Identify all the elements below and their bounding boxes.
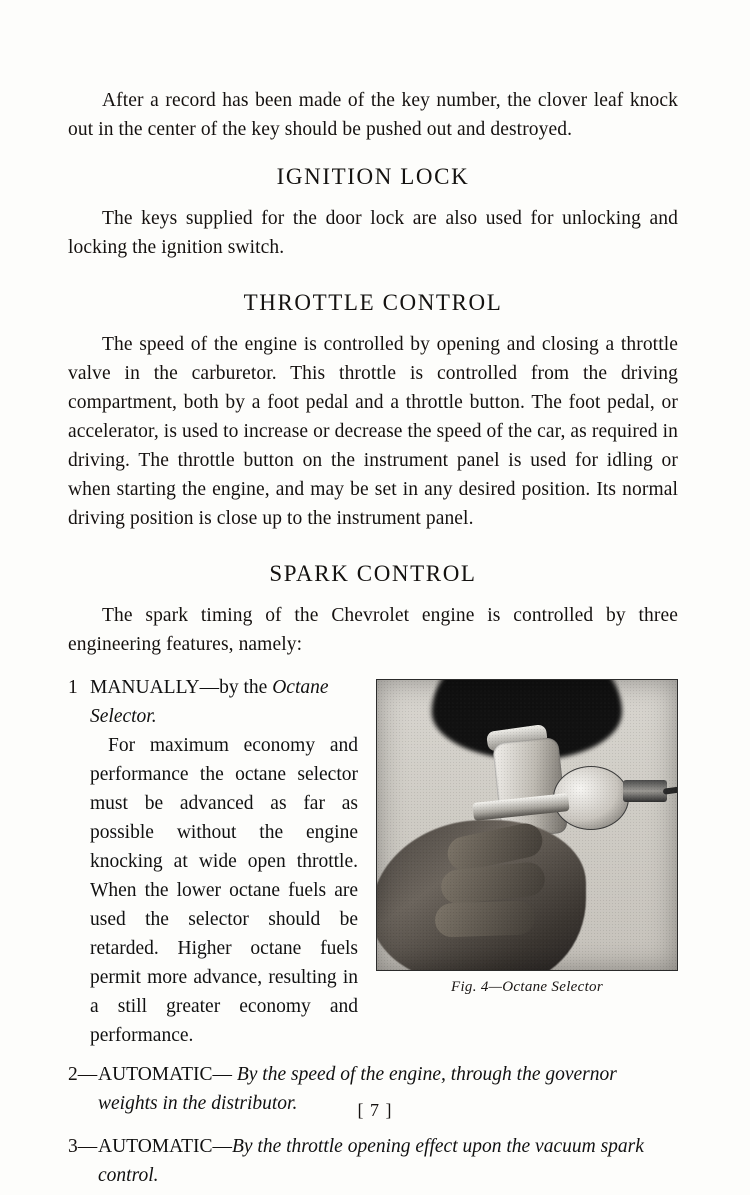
- ignition-lock-paragraph: The keys supplied for the door lock are also used for unlocking and locking the ignition switch.: [68, 208, 678, 258]
- section-heading-ignition-lock: IGNITION LOCK: [276, 164, 470, 189]
- spark-list-item-1-body: For maximum economy and performance the octane selector must be advanced as far as possible without the engine knocking at wide open throttle. When the lower octane fuels are used the selector should be retarded. Higher octane fuels permit more advance, resulting in a still greater economy and performance.: [90, 735, 358, 1046]
- throttle-control-paragraph: The speed of the engine is controlled by opening and closing a throttle valve in the carburetor. This throttle is controlled from the driving compartment, both by a foot pedal and a throttle button. The foot pedal, or accelerator, is used to increase or decrease the speed of the car, as required in driving. The throttle button on the instrument panel is used for idling or when starting the engine, and may be set in any desired position. Its normal driving position is close up to the instrument panel.: [68, 334, 678, 529]
- spark-list-item-2-lead: AUTOMATIC—: [98, 1064, 237, 1085]
- photo-vignette: [377, 680, 677, 970]
- spark-list-item-1-number: 1: [68, 677, 78, 698]
- figure-caption: Fig. 4—Octane Selector: [451, 979, 603, 995]
- page-number: [ 7 ]: [357, 1100, 393, 1120]
- page-content: [68, 86, 678, 1190]
- spark-list-item-2-number: 2—: [68, 1064, 98, 1085]
- spark-list-item-1: [68, 673, 358, 1050]
- spark-list-item-1-lead: MANUALLY—by the: [90, 677, 273, 698]
- spark-list-item-3-lead: AUTOMATIC—: [98, 1136, 232, 1157]
- spark-list-item-3-number: 3—: [68, 1136, 98, 1157]
- spark-list-item-2-lead-italic: By the speed of the engine, through the governor weights in the distributor.: [98, 1064, 617, 1114]
- section-heading-spark-control: SPARK CONTROL: [269, 561, 477, 586]
- figure-octane-selector: [376, 679, 678, 996]
- spark-list-item-3: [68, 1132, 678, 1190]
- spark-control-paragraph: The spark timing of the Chevrolet engine is controlled by three engineering features, namely:: [68, 605, 678, 655]
- figure-image: [376, 679, 678, 971]
- intro-paragraph: After a record has been made of the key number, the clover leaf knock out in the center of the key should be pushed out and destroyed.: [68, 90, 678, 140]
- spark-list-item-1-lead-italic: Octane Selector.: [90, 677, 329, 727]
- spark-list-item-3-lead-italic: By the throttle opening effect upon the vacuum spark control.: [98, 1136, 644, 1186]
- section-heading-throttle-control: THROTTLE CONTROL: [243, 290, 503, 315]
